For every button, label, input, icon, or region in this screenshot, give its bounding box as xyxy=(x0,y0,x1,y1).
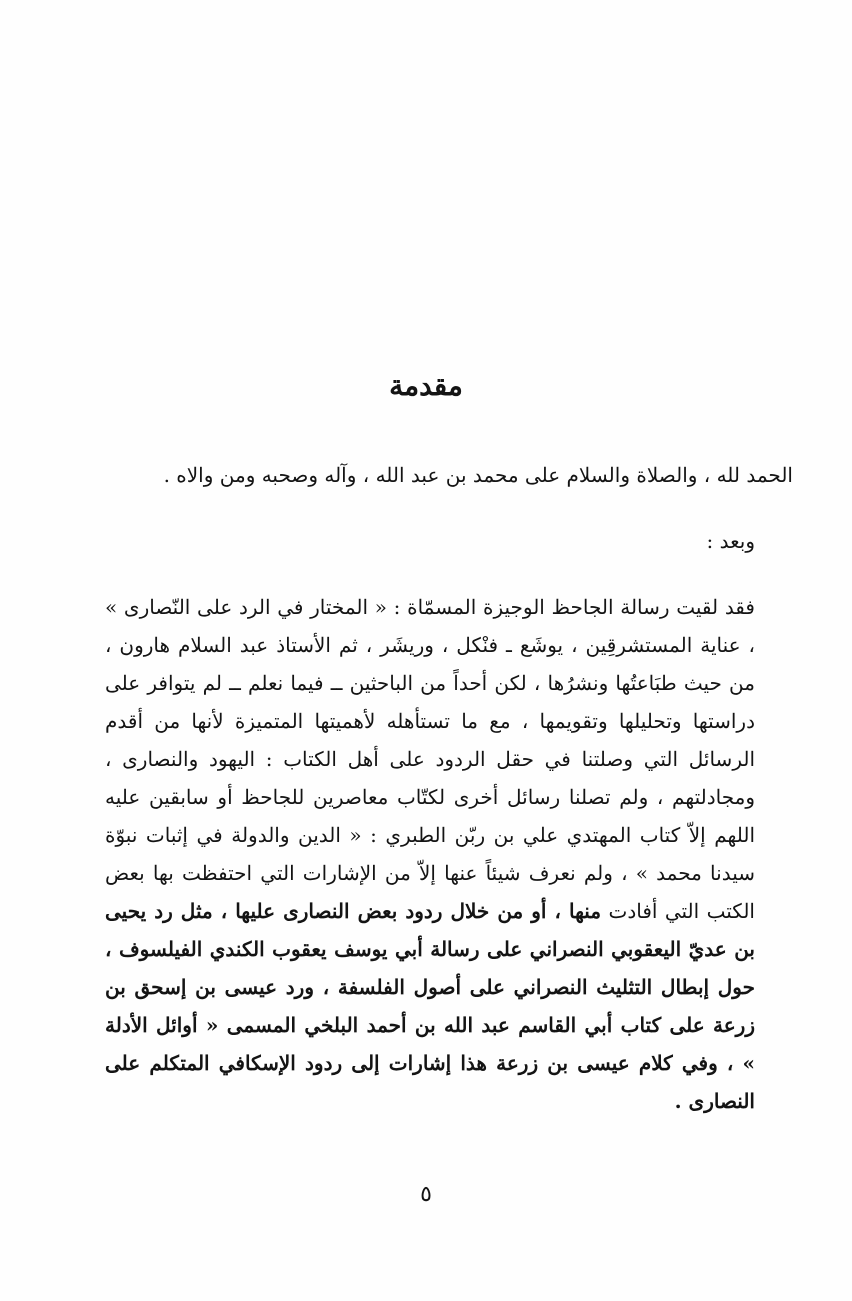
body-text-bold: منها ، أو من خلال ردود بعض النصارى عليها ، مثل رد يحيى بن عديّ اليعقوبي النصراني على رسالة أبي يوسف يعقوب الكندي الفيلسوف ، حول إبطال التثليث النصراني على أصول الفلسفة ، ورد عيسى بن إسحق بن زرعة على كتاب أبي القاسم عبد الله بن أحمد البلخي المسمى « أوائل الأدلة » ، وفي كلام عيسى بن زرعة هذا إشارات إلى ردود الإسكافي المتكلم على النصارى . xyxy=(105,899,755,1113)
page-number: ٥ xyxy=(420,1182,432,1207)
transition-phrase: وبعد : xyxy=(706,529,755,553)
body-text-regular: فقد لقيت رسالة الجاحظ الوجيزة المسمّاة : « المختار في الرد على النّصارى » ، عناية المستشرقِين ، يوشَع ـ فنْكل ، وريشَر ، ثم الأستاذ عبد السلام هارون ، من حيث طبَاعتُها ونشرُها ، لكن أحداً من الباحثين ــ فيما نعلم ــ لم يتوافر على دراستها وتحليلها وتقويمها ، مع ما تستأهله لأهميتها المتميزة لأنها من أقدم الرسائل التي وصلتنا في حقل الردود على أهل الكتاب : اليهود والنصارى ، ومجادلتهم ، ولم تصلنا رسائل أخرى لكتّاب معاصرين للجاحظ أو سابقين عليه اللهم إلاّ كتاب المهتدي علي بن ربّن الطبري : « الدين والدولة في إثبات نبوّة سيدنا محمد » ، ولم نعرف شيئاً عنها إلاّ من الإشارات التي احتفظت بها بعض الكتب التي أفادت xyxy=(105,595,755,923)
page-title: مقدمة xyxy=(389,369,463,402)
opening-praise-paragraph: الحمد لله ، والصلاة والسلام على محمد بن عبد الله ، وآله وصحبه ومن والاه . xyxy=(163,463,793,487)
introduction-body-paragraph xyxy=(105,588,755,1120)
